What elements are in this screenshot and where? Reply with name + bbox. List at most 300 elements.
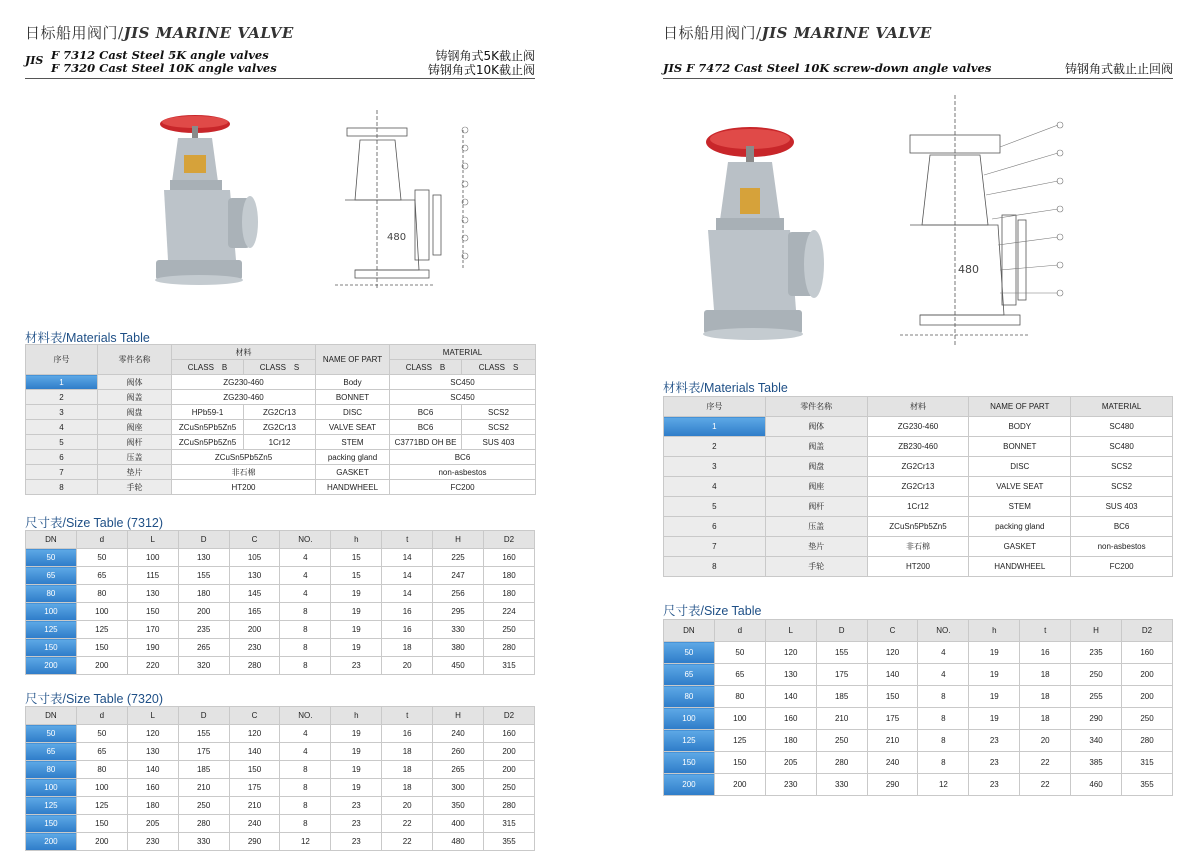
col-material: MATERIAL xyxy=(390,345,536,360)
size-table-7320 xyxy=(25,706,535,851)
cell: HANDWHEEL xyxy=(969,557,1071,577)
table-row xyxy=(26,815,535,833)
right-header-rule xyxy=(663,78,1173,79)
cell: 1Cr12 xyxy=(244,435,316,450)
cell: 200 xyxy=(76,833,127,851)
cell: 315 xyxy=(484,657,535,675)
column-header: 材料 xyxy=(867,397,969,417)
cell: 阀体 xyxy=(765,417,867,437)
table-row xyxy=(664,752,1173,774)
cell: 12 xyxy=(280,833,331,851)
cell: 16 xyxy=(382,603,433,621)
table-row xyxy=(26,465,536,480)
column-header: DN xyxy=(26,707,77,725)
cell: 250 xyxy=(484,621,535,639)
cell: 20 xyxy=(382,657,433,675)
right-subtitle: JIS F 7472 Cast Steel 10K screw-down angle valves xyxy=(663,61,992,75)
cell: packing gland xyxy=(316,450,390,465)
table-row xyxy=(664,708,1173,730)
cell: 200 xyxy=(229,621,280,639)
cell: 160 xyxy=(127,779,178,797)
cell: 185 xyxy=(178,761,229,779)
cell: 480 xyxy=(433,833,484,851)
row-key: 200 xyxy=(26,657,77,675)
cell: 210 xyxy=(229,797,280,815)
table-row xyxy=(26,833,535,851)
cell: VALVE SEAT xyxy=(969,477,1071,497)
cell: 220 xyxy=(127,657,178,675)
table-row xyxy=(664,664,1173,686)
cell: 155 xyxy=(178,725,229,743)
cell: 14 xyxy=(382,549,433,567)
cell: 460 xyxy=(1071,774,1122,796)
cell: 80 xyxy=(76,585,127,603)
table-row xyxy=(26,405,536,420)
cell: 非石棉 xyxy=(172,465,316,480)
column-header: L xyxy=(127,531,178,549)
cell: HPb59-1 xyxy=(172,405,244,420)
table-row xyxy=(26,761,535,779)
left-header xyxy=(25,22,294,43)
table-row xyxy=(26,657,535,675)
cell: 200 xyxy=(1122,686,1173,708)
cell: 阀盖 xyxy=(765,437,867,457)
cell: 阀盘 xyxy=(98,405,172,420)
col-part: 零件名称 xyxy=(98,345,172,375)
cell: 12 xyxy=(918,774,969,796)
cell: 垫片 xyxy=(98,465,172,480)
cell: 150 xyxy=(229,761,280,779)
row-key: 100 xyxy=(664,708,715,730)
row-key: 150 xyxy=(664,752,715,774)
cell: 19 xyxy=(331,585,382,603)
cell: 8 xyxy=(280,621,331,639)
table-row xyxy=(664,642,1173,664)
table-row xyxy=(26,797,535,815)
table-row xyxy=(664,774,1173,796)
cell: 205 xyxy=(127,815,178,833)
cell: 160 xyxy=(765,708,816,730)
cell: 250 xyxy=(484,779,535,797)
cell: 8 xyxy=(918,708,969,730)
table-row xyxy=(664,537,1173,557)
table-row xyxy=(664,457,1173,477)
table-row xyxy=(26,420,536,435)
cell: packing gland xyxy=(969,517,1071,537)
cell: STEM xyxy=(316,435,390,450)
cell: 160 xyxy=(1122,642,1173,664)
cell: 20 xyxy=(1020,730,1071,752)
column-header: D2 xyxy=(484,707,535,725)
row-key: 125 xyxy=(664,730,715,752)
cell: 120 xyxy=(765,642,816,664)
cell: 阀杆 xyxy=(765,497,867,517)
column-header: t xyxy=(382,707,433,725)
table-row xyxy=(26,779,535,797)
cell: 7 xyxy=(26,465,98,480)
cell: 阀盘 xyxy=(765,457,867,477)
cell: 175 xyxy=(178,743,229,761)
cell: 140 xyxy=(229,743,280,761)
cell: 23 xyxy=(331,833,382,851)
cell: 阀杆 xyxy=(98,435,172,450)
cell: BONNET xyxy=(316,390,390,405)
cell: 355 xyxy=(484,833,535,851)
cell: 300 xyxy=(433,779,484,797)
cell: 阀座 xyxy=(765,477,867,497)
cell: 115 xyxy=(127,567,178,585)
cell: 18 xyxy=(1020,708,1071,730)
cell: 385 xyxy=(1071,752,1122,774)
table-row xyxy=(26,480,536,495)
left-cn-title-2: 铸钢角式10K截止阀 xyxy=(427,63,535,77)
cell: 4 xyxy=(280,585,331,603)
cell: HT200 xyxy=(172,480,316,495)
column-header: NO. xyxy=(280,531,331,549)
cell: 130 xyxy=(127,585,178,603)
cell: 150 xyxy=(867,686,918,708)
cell: 18 xyxy=(382,639,433,657)
cell: 8 xyxy=(280,779,331,797)
cell: 255 xyxy=(1071,686,1122,708)
row-key: 150 xyxy=(26,639,77,657)
right-size-title: 尺寸表/Size Table xyxy=(663,604,762,618)
cell: 150 xyxy=(127,603,178,621)
cell: 230 xyxy=(765,774,816,796)
left-header-rule xyxy=(25,78,535,79)
cell: 4 xyxy=(280,743,331,761)
cell: 200 xyxy=(76,657,127,675)
column-header: 序号 xyxy=(664,397,766,417)
left-subtitle-1: F 7312 Cast Steel 5K angle valves xyxy=(51,48,269,62)
cell: 100 xyxy=(76,779,127,797)
cell: 垫片 xyxy=(765,537,867,557)
cell: 235 xyxy=(178,621,229,639)
cell: 150 xyxy=(714,752,765,774)
cell: 295 xyxy=(433,603,484,621)
cell: ZG2Cr13 xyxy=(244,420,316,435)
cell: BC6 xyxy=(390,450,536,465)
column-header: H xyxy=(433,531,484,549)
cell: 19 xyxy=(969,708,1020,730)
cell: 100 xyxy=(76,603,127,621)
cell: 130 xyxy=(127,743,178,761)
column-header: D xyxy=(178,531,229,549)
cell: 450 xyxy=(433,657,484,675)
col-class-s: CLASS S xyxy=(244,360,316,375)
cell: HANDWHEEL xyxy=(316,480,390,495)
col-material-cn: 材料 xyxy=(172,345,316,360)
row-key: 65 xyxy=(26,567,77,585)
right-materials-title: 材料表/Materials Table xyxy=(663,381,788,395)
left-cn-title-1: 铸钢角式5K截止阀 xyxy=(435,49,535,63)
cell: ZCuSn5Pb5Zn5 xyxy=(172,435,244,450)
row-key: 200 xyxy=(664,774,715,796)
right-materials-table xyxy=(663,396,1173,577)
cell: 100 xyxy=(127,549,178,567)
right-valve-photo xyxy=(700,120,830,345)
cell: 20 xyxy=(382,797,433,815)
column-header: D2 xyxy=(1122,620,1173,642)
cell: 19 xyxy=(969,664,1020,686)
cell: 14 xyxy=(382,585,433,603)
cell: 8 xyxy=(918,686,969,708)
cell: 190 xyxy=(127,639,178,657)
row-key: 4 xyxy=(664,477,766,497)
cell: SC480 xyxy=(1071,437,1173,457)
cell: 290 xyxy=(1071,708,1122,730)
cell: 105 xyxy=(229,549,280,567)
cell: 280 xyxy=(229,657,280,675)
cell: 4 xyxy=(918,642,969,664)
cell: 170 xyxy=(127,621,178,639)
cell: 350 xyxy=(433,797,484,815)
cell: 23 xyxy=(969,730,1020,752)
column-header: H xyxy=(433,707,484,725)
column-header: t xyxy=(382,531,433,549)
column-header: D xyxy=(178,707,229,725)
cell: 65 xyxy=(76,743,127,761)
row-key: 50 xyxy=(26,549,77,567)
left-materials-table xyxy=(25,344,536,495)
cell: 280 xyxy=(484,797,535,815)
column-header: H xyxy=(1071,620,1122,642)
cell: 8 xyxy=(280,639,331,657)
cell: 265 xyxy=(433,761,484,779)
cell: 阀体 xyxy=(98,375,172,390)
table-row xyxy=(26,567,535,585)
cell: 315 xyxy=(484,815,535,833)
cell: ZCuSn5Pb5Zn5 xyxy=(172,450,316,465)
cell: SCS2 xyxy=(1071,457,1173,477)
col-no: 序号 xyxy=(26,345,98,375)
col-name: NAME OF PART xyxy=(316,345,390,375)
cell: 225 xyxy=(433,549,484,567)
row-key: 150 xyxy=(26,815,77,833)
cell: 230 xyxy=(127,833,178,851)
cell: 247 xyxy=(433,567,484,585)
cell: ZG2Cr13 xyxy=(867,477,969,497)
row-key: 200 xyxy=(26,833,77,851)
cell: SCS2 xyxy=(1071,477,1173,497)
cell: 15 xyxy=(331,567,382,585)
cell: 130 xyxy=(229,567,280,585)
column-header: h xyxy=(969,620,1020,642)
cell: 150 xyxy=(76,815,127,833)
row-key: 8 xyxy=(664,557,766,577)
cell: 180 xyxy=(484,567,535,585)
cell: 330 xyxy=(433,621,484,639)
column-header: C xyxy=(867,620,918,642)
cell: 280 xyxy=(1122,730,1173,752)
left-size7312-title: 尺寸表/Size Table (7312) xyxy=(25,516,164,530)
cell: 280 xyxy=(178,815,229,833)
column-header: L xyxy=(765,620,816,642)
row-key: 80 xyxy=(26,585,77,603)
cell: FC200 xyxy=(1071,557,1173,577)
cell: 145 xyxy=(229,585,280,603)
cell: 19 xyxy=(331,639,382,657)
cell: STEM xyxy=(969,497,1071,517)
right-header xyxy=(663,22,932,43)
cell: ZCuSn5Pb5Zn5 xyxy=(867,517,969,537)
left-materials-title: 材料表/Materials Table xyxy=(25,331,150,345)
cell: 125 xyxy=(76,621,127,639)
cell: 15 xyxy=(331,549,382,567)
cell: 205 xyxy=(765,752,816,774)
cell: 160 xyxy=(484,725,535,743)
cell: VALVE SEAT xyxy=(316,420,390,435)
cell: 23 xyxy=(969,752,1020,774)
left-header-cn: 日标船用阀门/ xyxy=(25,24,124,42)
table-row xyxy=(26,435,536,450)
cell: 380 xyxy=(433,639,484,657)
cell: 330 xyxy=(816,774,867,796)
cell: 50 xyxy=(76,549,127,567)
column-header: NO. xyxy=(280,707,331,725)
cell: 19 xyxy=(331,621,382,639)
column-header: h xyxy=(331,707,382,725)
column-header: NAME OF PART xyxy=(969,397,1071,417)
row-key: 3 xyxy=(664,457,766,477)
cell: 18 xyxy=(382,761,433,779)
cell: 160 xyxy=(484,549,535,567)
cell: 140 xyxy=(867,664,918,686)
row-key: 1 xyxy=(664,417,766,437)
cell: 19 xyxy=(969,686,1020,708)
table-row xyxy=(664,437,1173,457)
cell: 320 xyxy=(178,657,229,675)
cell: BC6 xyxy=(390,420,462,435)
left-subtitle-2: F 7320 Cast Steel 10K angle valves xyxy=(51,61,277,75)
cell: 18 xyxy=(1020,664,1071,686)
column-header: d xyxy=(76,707,127,725)
cell: 265 xyxy=(178,639,229,657)
cell: 280 xyxy=(816,752,867,774)
row-key: 50 xyxy=(664,642,715,664)
col-class-b2: CLASS B xyxy=(390,360,462,375)
row-key: 80 xyxy=(26,761,77,779)
cell: 200 xyxy=(714,774,765,796)
cell: 80 xyxy=(76,761,127,779)
table-row xyxy=(26,549,535,567)
cell: 200 xyxy=(484,761,535,779)
left-jis: JIS xyxy=(25,54,44,67)
table-row xyxy=(664,477,1173,497)
table-row xyxy=(664,497,1173,517)
column-header: D xyxy=(816,620,867,642)
cell: 4 xyxy=(280,567,331,585)
cell: 165 xyxy=(229,603,280,621)
cell: 4 xyxy=(918,664,969,686)
cell: 290 xyxy=(229,833,280,851)
column-header: d xyxy=(714,620,765,642)
cell: 6 xyxy=(26,450,98,465)
cell: BC6 xyxy=(390,405,462,420)
cell: 200 xyxy=(484,743,535,761)
cell: 256 xyxy=(433,585,484,603)
cell: 355 xyxy=(1122,774,1173,796)
cell: SUS 403 xyxy=(462,435,536,450)
cell: 18 xyxy=(1020,686,1071,708)
size-table-7312 xyxy=(25,530,535,675)
cell: 19 xyxy=(331,743,382,761)
cell: 手轮 xyxy=(765,557,867,577)
column-header: C xyxy=(229,531,280,549)
cell: 290 xyxy=(867,774,918,796)
cell: 8 xyxy=(918,752,969,774)
cell: 210 xyxy=(867,730,918,752)
column-header: t xyxy=(1020,620,1071,642)
cell: 180 xyxy=(765,730,816,752)
cell: 140 xyxy=(765,686,816,708)
left-technical-drawing xyxy=(315,100,480,290)
cell: 19 xyxy=(331,603,382,621)
cell: ZB230-460 xyxy=(867,437,969,457)
cell: FC200 xyxy=(390,480,536,495)
cell: 250 xyxy=(178,797,229,815)
left-valve-photo xyxy=(150,110,260,285)
cell: 180 xyxy=(127,797,178,815)
cell: BC6 xyxy=(1071,517,1173,537)
table-row xyxy=(664,730,1173,752)
row-key: 2 xyxy=(664,437,766,457)
cell: 23 xyxy=(331,797,382,815)
column-header: MATERIAL xyxy=(1071,397,1173,417)
row-key: 125 xyxy=(26,797,77,815)
cell: 210 xyxy=(178,779,229,797)
column-header: DN xyxy=(26,531,77,549)
cell: 非石棉 xyxy=(867,537,969,557)
cell: 14 xyxy=(382,567,433,585)
table-row xyxy=(26,743,535,761)
left-size7320-title: 尺寸表/Size Table (7320) xyxy=(25,692,164,706)
row-key: 65 xyxy=(664,664,715,686)
cell: ZG2Cr13 xyxy=(867,457,969,477)
cell: ZG230-460 xyxy=(172,375,316,390)
cell: 175 xyxy=(867,708,918,730)
cell: GASKET xyxy=(316,465,390,480)
drawing-label: 480 xyxy=(958,263,979,276)
row-key: 125 xyxy=(26,621,77,639)
column-header: NO. xyxy=(918,620,969,642)
cell: 8 xyxy=(918,730,969,752)
cell: ZG230-460 xyxy=(172,390,316,405)
cell: 400 xyxy=(433,815,484,833)
cell: 19 xyxy=(331,725,382,743)
table-row xyxy=(26,375,536,390)
cell: 50 xyxy=(76,725,127,743)
table-row xyxy=(26,585,535,603)
row-key: 100 xyxy=(26,603,77,621)
cell: 175 xyxy=(816,664,867,686)
cell: Body xyxy=(316,375,390,390)
col-class-s2: CLASS S xyxy=(462,360,536,375)
cell: 125 xyxy=(714,730,765,752)
cell: 240 xyxy=(229,815,280,833)
cell: HT200 xyxy=(867,557,969,577)
right-cn-title: 铸钢角式截止止回阀 xyxy=(1064,62,1173,76)
row-key: 80 xyxy=(664,686,715,708)
row-key: 6 xyxy=(664,517,766,537)
cell: 3 xyxy=(26,405,98,420)
cell: 250 xyxy=(1071,664,1122,686)
cell: SUS 403 xyxy=(1071,497,1173,517)
table-row xyxy=(26,603,535,621)
drawing-label: 480 xyxy=(387,232,407,243)
cell: 130 xyxy=(765,664,816,686)
cell: 250 xyxy=(1122,708,1173,730)
